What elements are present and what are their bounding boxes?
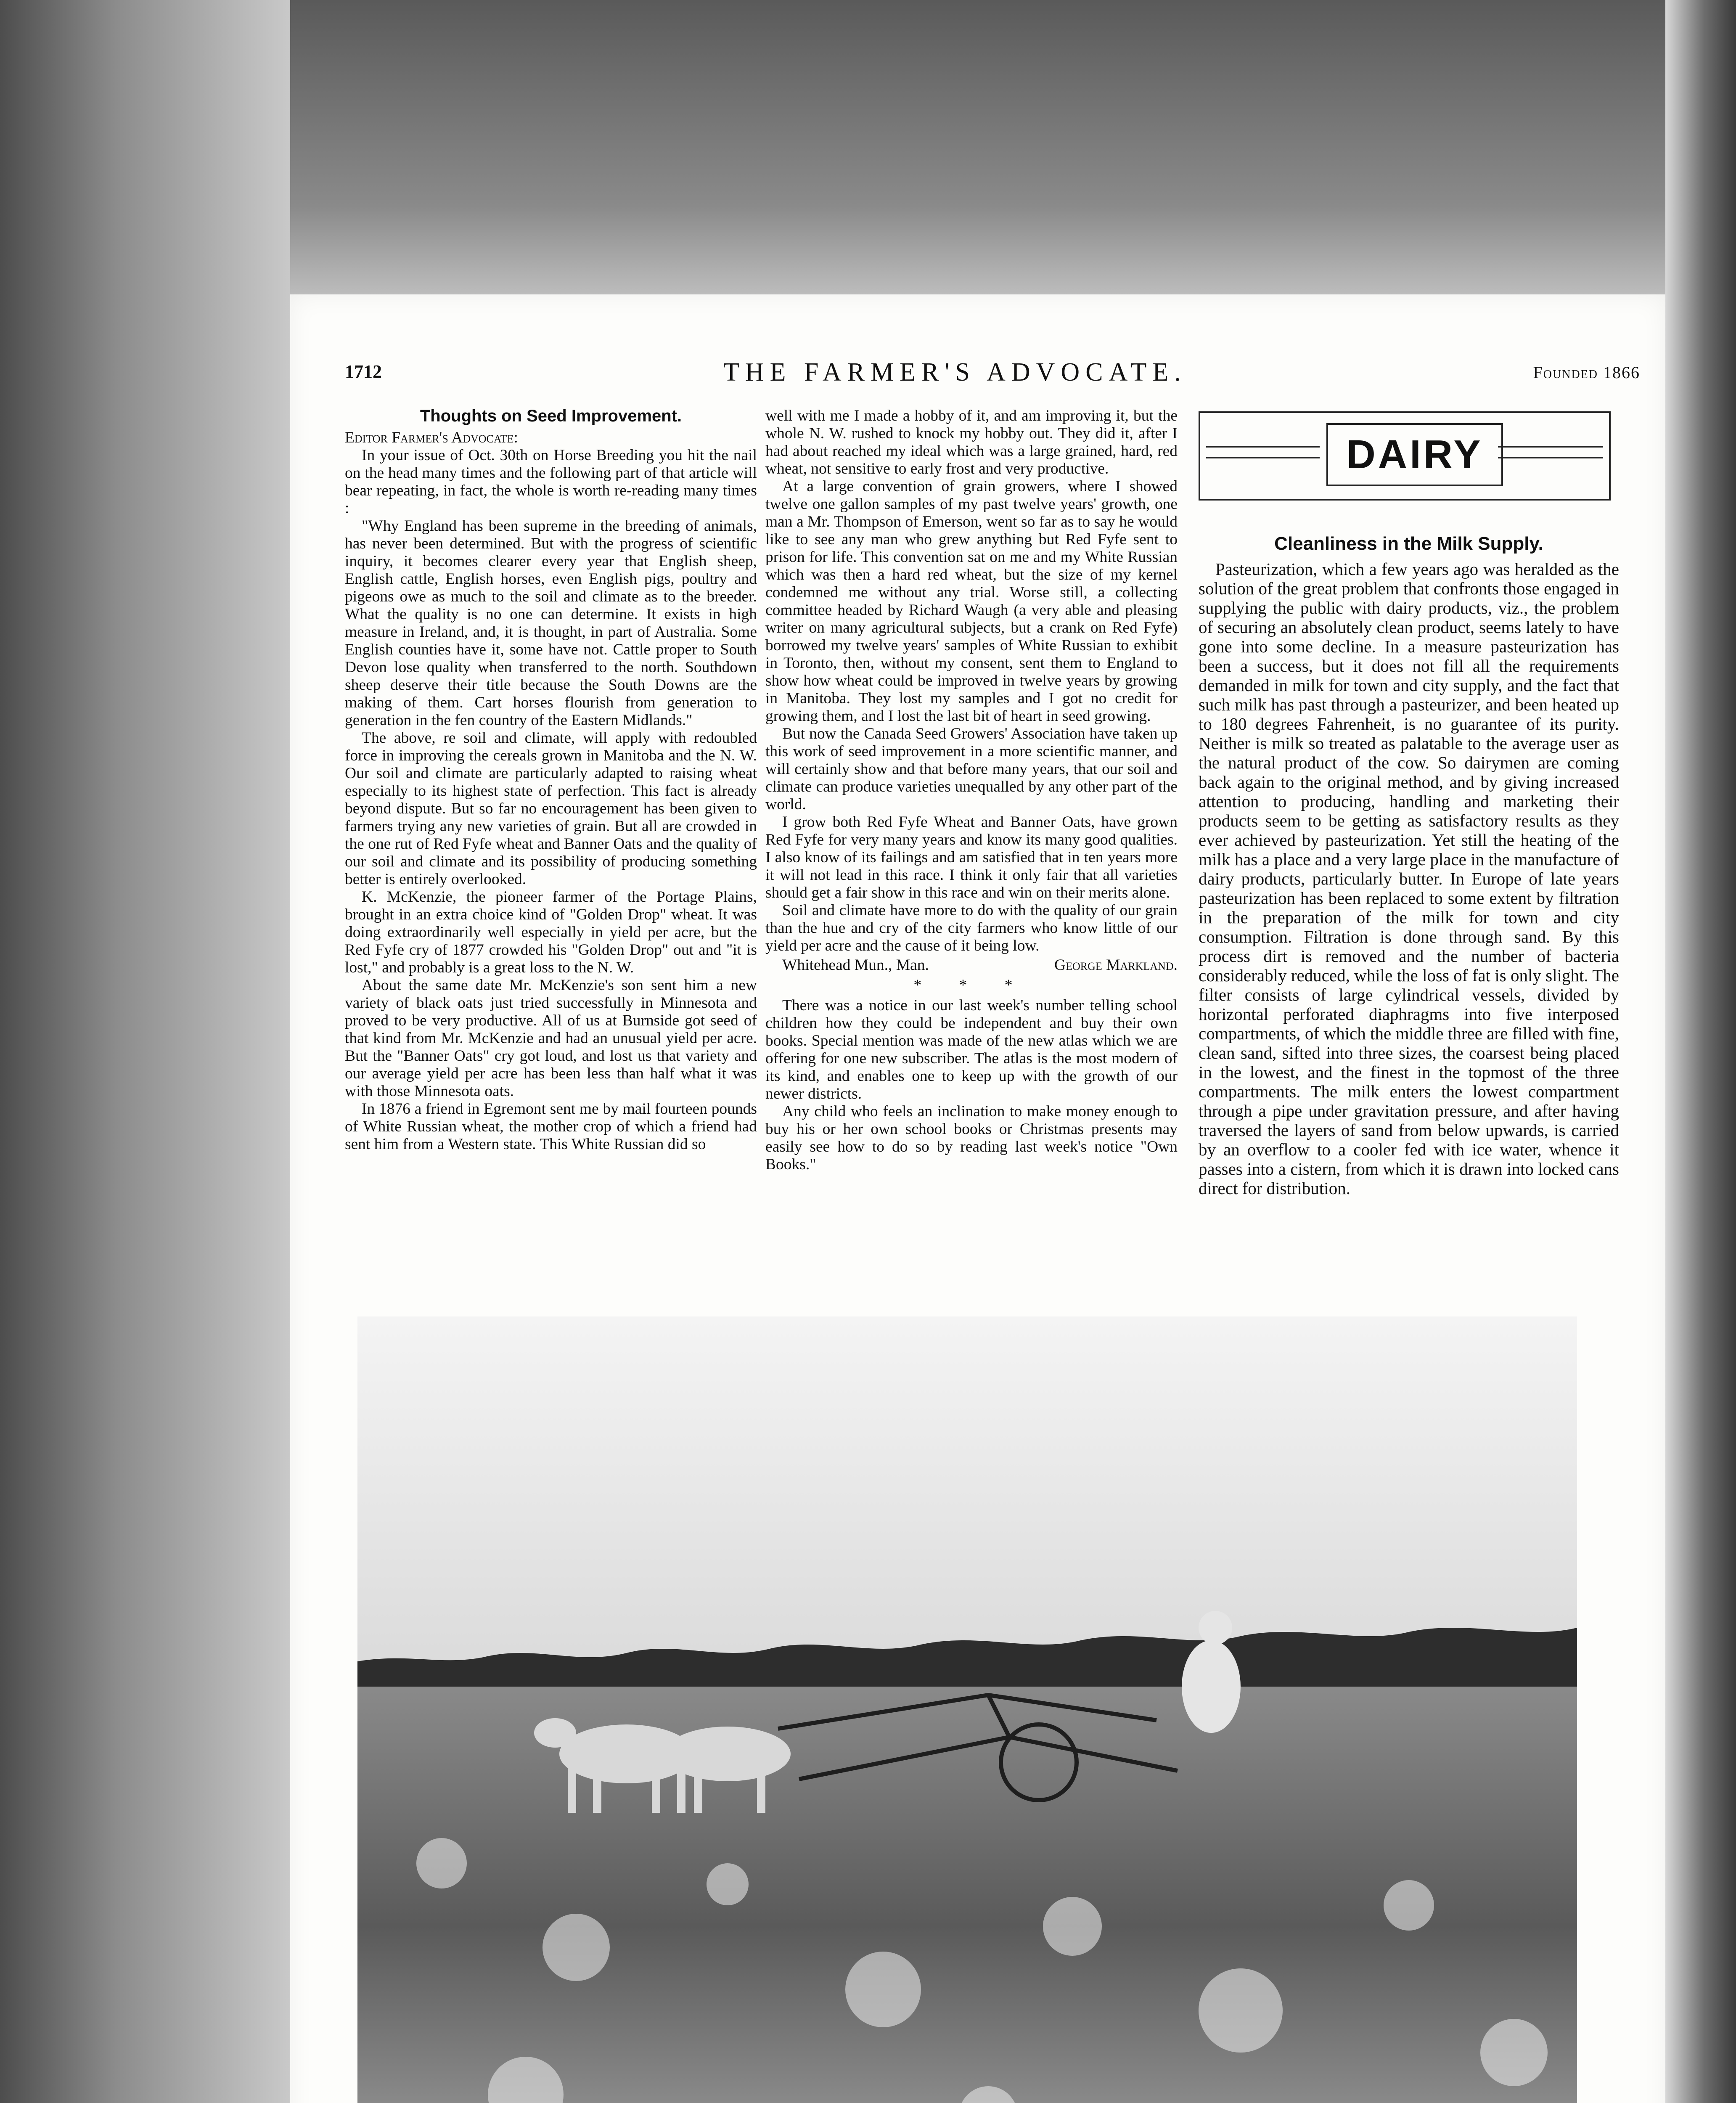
article-title: Thoughts on Seed Improvement.: [420, 407, 682, 425]
salutation: Editor Farmer's Advocate:: [345, 429, 518, 446]
signature-place: Whitehead Mun., Man.: [782, 956, 929, 974]
paragraph: But now the Canada Seed Growers' Association have taken up this work of seed improvement in a more scientific manner, and will certainly show and that before many years, that our soil and climate can produce varieties unequalled by any other part of the world.: [765, 725, 1178, 813]
scan-background-left: [0, 0, 290, 2103]
banner-rule: [1498, 446, 1603, 458]
column-dairy: [1199, 534, 1619, 1198]
paragraph: I grow both Red Fyfe Wheat and Banner Oats, have grown Red Fyfe for very many years and know its many good qualities. I also know of its failings and am satisfied that in ten years more it will not lead in this race. I think it only fair that all varieties should get a fair show in this race and win on their merits alone.: [765, 813, 1178, 901]
scan-background-right: [1665, 0, 1736, 2103]
paragraph: About the same date Mr. McKenzie's son sent him a new variety of black oats just tried successfully in Minnesota and proved to be very productive. All of us at Burnside got seed of that kind from Mr. McKenzie and had an unusual yield per acre. But the "Banner Oats" cry got loud, and lost us that variety and our average yield per acre has been less than half what it was with those Minnesota oats.: [345, 977, 757, 1100]
paragraph: Pasteurization, which a few years ago was heralded as the solution of the great problem that confronts those engaged in supplying the public with dairy products, viz., the problem of securing an absolutely clean product, seems lately to have gone into some decline. In a measure pasteurization has been a success, but it does not fill all the requirements demanded in milk for town and city supply, and the fact that such milk has past through a pasteurizer, and been heated up to 180 degrees Fahrenheit, is no guarantee of its purity. Neither is milk so treated as palatable to the average user as the natural product of the cow. So dairymen are coming back again to the original method, and by giving increased attention to producing, handling and marketing their products seem to be getting as satisfactory results as they ever achieved by pasteurization. Yet still the heating of the milk has a place and a very large place in the manufacture of dairy products, particularly butter. In Europe of late years pasteurization has been replaced to some extent by filtration in the preparation of the milk for town and city consumption. Filtration is done through sand. By this process dirt is removed and the number of bacteria considerably reduced, while the loss of fat is only slight. The filter consists of large cylindrical vessels, divided by horizontal perforated diaphragms into five interposed compartments, of which the middle three are filled with fine, clean sand, sifted into three sizes, the coarsest being placed in the lowest, and the finest in the topmost of the three compartments. The milk enters the lowest compartment through a pipe under gravitation pressure, and after having traversed the layers of sand from below upwards, is carried by an overflow to a cooler fed with ice water, whence it passes into a cistern, from which it is drawn into locked cans direct for distribution.: [1199, 559, 1619, 1198]
paragraph: In your issue of Oct. 30th on Horse Breeding you hit the nail on the head many times and the following part of that article will bear repeating, in fact, the whole is worth re-reading many times :: [345, 447, 757, 517]
paragraph: Any child who feels an inclination to make money enough to buy his or her own school books or Christmas presents may easily see how to do so by reading last week's notice "Own Books.": [765, 1103, 1178, 1173]
paragraph: There was a notice in our last week's number telling school children how they could be independent and buy their own books. Special mention was made of the new atlas which we are offering for one new subscriber. The atlas is the most modern of its kind, and enables one to keep up with the growth of our newer districts.: [765, 997, 1178, 1102]
paragraph: "Why England has been supreme in the breeding of animals, has never been determined. But with the progress of scientific inquiry, it becomes clearer every year that English sheep, English cattle, English horses, even English pigs, poultry and pigeons owe as much to the soil and climate as to the breeder. What the quality is no one can determine. It exists in high measure in Ireland, and, it is thought, in part of Australia. Some English counties have it, some have not. Cattle proper to South Devon lose quality when transferred to the north. Southdown sheep deserve their title because the South Downs are the making of them. Cart horses flourish from generation to generation in the fen country of the Eastern Midlands.": [345, 517, 757, 729]
signature-name: George Markland.: [1054, 956, 1178, 974]
dairy-label: DAIRY: [1326, 423, 1503, 486]
dairy-section-banner: [1199, 411, 1611, 501]
harvest-photo: [357, 1316, 1577, 2103]
banner-rule: [1206, 446, 1320, 458]
page-header: [345, 358, 1640, 390]
section-divider: * * *: [913, 977, 1029, 994]
column-seed-improvement: [345, 407, 757, 1153]
oats-field-image: [357, 1316, 1577, 2103]
paragraph: well with me I made a hobby of it, and am improving it, but the whole N. W. rushed to knock my hobby out. They did it, after I had about reached my ideal which was a large grained, hard, red wheat, not sensitive to early frost and very productive.: [765, 407, 1178, 477]
column-seed-improvement-continued: [765, 407, 1178, 1173]
masthead: THE FARMER'S ADVOCATE.: [723, 358, 1187, 387]
paragraph: The above, re soil and climate, will apply with redoubled force in improving the cereals grown in Manitoba and the N. W. Our soil and climate are particularly adapted to raising wheat especially to its highest state of perfection. This fact is already beyond dispute. But so far no encouragement has been given to farmers trying any new varieties of grain. But all are crowded in the one rut of Red Fyfe wheat and Banner Oats and the quality of our soil and climate and its possibility of producing something better is entirely overlooked.: [345, 729, 757, 888]
paragraph: In 1876 a friend in Egremont sent me by mail fourteen pounds of White Russian wheat, the mother crop of which a friend had sent him from a Western state. This White Russian did so: [345, 1100, 757, 1153]
founded-note: Founded 1866: [1533, 363, 1640, 382]
signature: [765, 956, 1178, 974]
article-title: Cleanliness in the Milk Supply.: [1274, 533, 1543, 554]
paragraph: At a large convention of grain growers, where I showed twelve one gallon samples of my past twelve years' growth, one man a Mr. Thompson of Emerson, went so far as to say he would like to see any man who grew anything but Red Fyfe sent to prison for life. This convention sat on me and my White Russian which was then a hard red wheat, but the size of my kernel condemned me without any trial. Worse still, a collecting committee headed by Richard Waugh (a very able and pleasing writer on many agricultural subjects, but a crank on Red Fyfe) borrowed my twelve years' samples of White Russian to exhibit in Toronto, then, without my consent, sent them to England to show how wheat could be improved in twelve years by growing in Manitoba. They lost my samples and I got no credit for growing them, and I lost the last bit of heart in seed growing.: [765, 478, 1178, 725]
page-number: 1712: [345, 361, 382, 382]
paragraph: Soil and climate have more to do with the quality of our grain than the hue and cry of the city farmers who know little of our yield per acre and the cause of it being low.: [765, 902, 1178, 954]
paragraph: K. McKenzie, the pioneer farmer of the Portage Plains, brought in an extra choice kind of "Golden Drop" wheat. It was doing extraordinarily well especially in yield per acre, but the Red Fyfe cry of 1877 crowded his "Golden Drop" out and "it is lost," and probably is a great loss to the N. W.: [345, 888, 757, 976]
